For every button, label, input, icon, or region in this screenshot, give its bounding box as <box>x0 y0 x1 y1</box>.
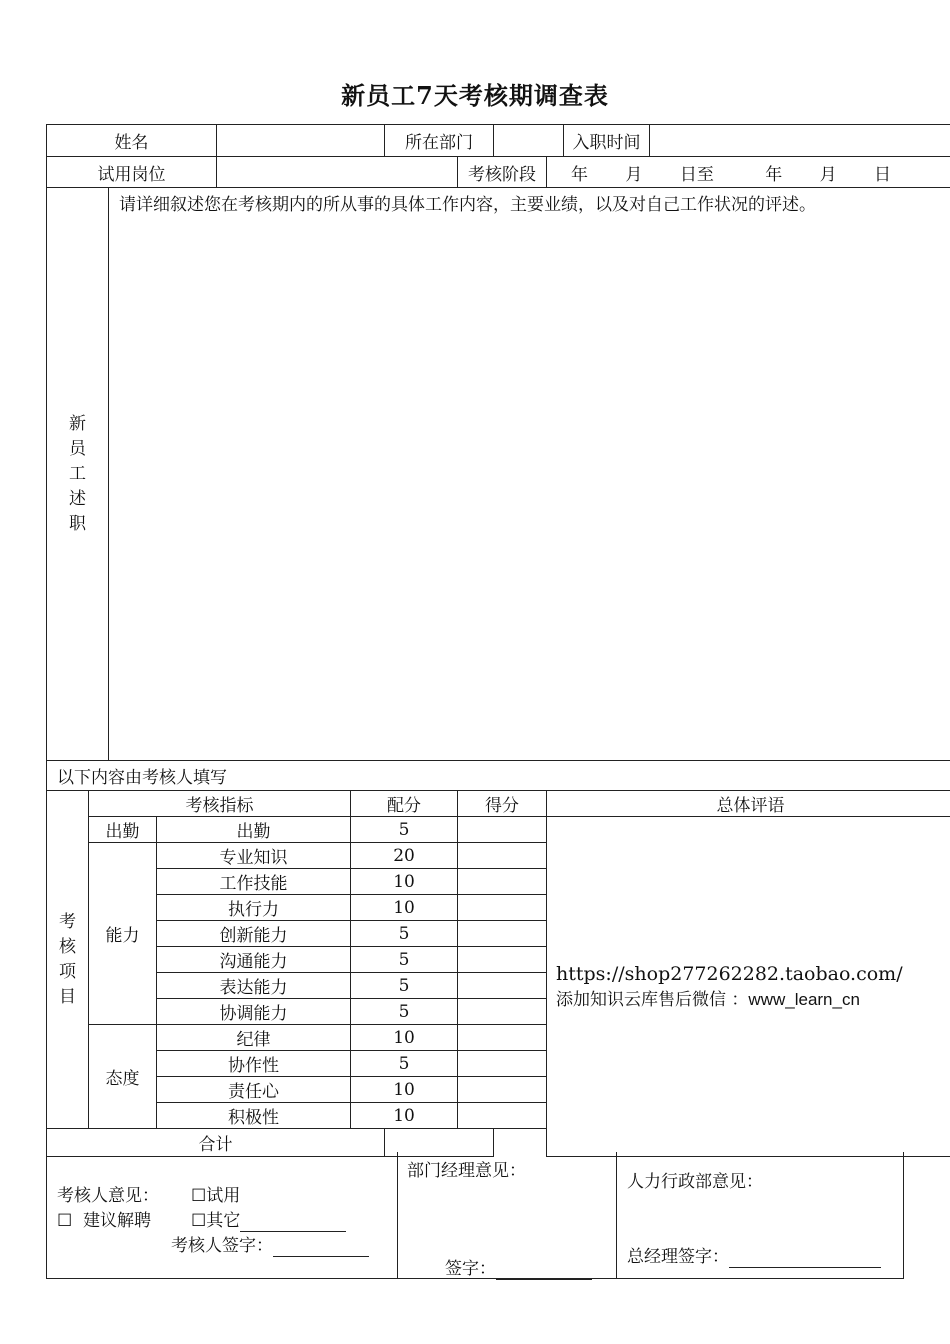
item-score-cell[interactable] <box>458 999 547 1025</box>
item-name: 工作技能 <box>157 869 351 895</box>
item-name: 沟通能力 <box>157 947 351 973</box>
group-ability: 能力 <box>89 843 157 1025</box>
item-score-cell[interactable] <box>458 1077 547 1103</box>
stage-year-start: 年 <box>571 164 589 185</box>
item-points: 5 <box>351 921 458 947</box>
reviewer-signature-label: 考核人签字： <box>171 1236 273 1256</box>
dept-manager-opinion-cell[interactable] <box>397 1152 617 1278</box>
dismiss-checkbox-icon[interactable]: ☐ <box>57 1211 73 1231</box>
item-name: 创新能力 <box>157 921 351 947</box>
item-score-cell[interactable] <box>458 843 547 869</box>
item-score-cell[interactable] <box>458 947 547 973</box>
item-points: 20 <box>351 843 458 869</box>
evaluation-label: 考核项目 <box>59 911 76 1007</box>
survey-form-table <box>46 124 950 1157</box>
stage-day-start: 日至 <box>679 164 714 185</box>
form-title: 新员工7天考核期调查表 <box>341 81 609 110</box>
dept-manager-label: 部门经理意见： <box>407 1161 526 1181</box>
dept-manager-signature[interactable] <box>445 1254 592 1280</box>
item-score-cell[interactable] <box>458 1051 547 1077</box>
item-points: 5 <box>351 999 458 1025</box>
item-name: 执行力 <box>157 895 351 921</box>
item-points: 5 <box>351 1051 458 1077</box>
department-label: 所在部门 <box>385 125 494 157</box>
opinions-section <box>46 1152 904 1279</box>
stage-year-end: 年 <box>765 164 783 185</box>
statement-label-cell <box>47 188 109 761</box>
entry-date-label: 入职时间 <box>564 125 650 157</box>
name-label: 姓名 <box>47 125 217 157</box>
evaluation-label-cell <box>47 791 89 1129</box>
item-score-cell[interactable] <box>458 921 547 947</box>
dept-manager-signature-line[interactable] <box>496 1259 592 1280</box>
item-points: 10 <box>351 1077 458 1103</box>
item-name: 协作性 <box>157 1051 351 1077</box>
stage-label: 考核阶段 <box>458 157 547 188</box>
hr-opinion-label: 人力行政部意见： <box>627 1172 763 1192</box>
item-points: 5 <box>351 973 458 999</box>
item-score-cell[interactable] <box>458 1025 547 1051</box>
item-score-cell[interactable] <box>458 817 547 843</box>
statement-content-cell[interactable] <box>109 188 950 761</box>
group-attitude: 态度 <box>89 1025 157 1129</box>
reviewer-signature-line[interactable] <box>273 1236 369 1257</box>
reviewer-note: 以下内容由考核人填写 <box>47 761 950 791</box>
option-other[interactable] <box>191 1206 346 1232</box>
department-value-cell[interactable] <box>494 125 564 157</box>
hr-opinion-cell[interactable] <box>617 1152 904 1278</box>
overall-comment-cell[interactable] <box>547 817 950 1157</box>
item-name: 责任心 <box>157 1077 351 1103</box>
name-value-cell[interactable] <box>217 125 385 157</box>
item-score-cell[interactable] <box>458 1103 547 1129</box>
other-checkbox-icon[interactable]: ☐ <box>191 1211 207 1231</box>
item-score-cell[interactable] <box>458 895 547 921</box>
item-name: 积极性 <box>157 1103 351 1129</box>
gm-signature[interactable] <box>627 1242 881 1268</box>
group-attendance: 出勤 <box>89 817 157 843</box>
item-points: 10 <box>351 895 458 921</box>
option-dismiss[interactable] <box>57 1206 151 1231</box>
reviewer-opinion-cell[interactable] <box>47 1152 398 1278</box>
item-score-cell[interactable] <box>458 869 547 895</box>
dept-manager-signature-label: 签字： <box>445 1259 496 1279</box>
position-value-cell[interactable] <box>217 157 458 188</box>
stage-value-cell[interactable] <box>547 157 950 188</box>
position-label: 试用岗位 <box>47 157 217 188</box>
trial-checkbox-icon[interactable]: ☐ <box>191 1186 207 1206</box>
item-score-cell[interactable] <box>458 973 547 999</box>
col-overall-comment: 总体评语 <box>547 791 950 817</box>
option-trial-label: 试用 <box>206 1186 241 1206</box>
comment-wechat-prefix: 添加知识云库售后微信 ： <box>556 990 749 1010</box>
item-name: 纪律 <box>157 1025 351 1051</box>
item-name: 表达能力 <box>157 973 351 999</box>
statement-instruction: 请详细叙述您在考核期内的所从事的具体工作内容，主要业绩，以及对自己工作状况的评述。 <box>119 195 816 215</box>
item-name: 协调能力 <box>157 999 351 1025</box>
col-points: 配分 <box>351 791 458 817</box>
total-label: 合计 <box>47 1129 385 1157</box>
statement-label: 新员工述职 <box>69 413 86 534</box>
gm-signature-label: 总经理签字： <box>627 1247 729 1267</box>
option-trial[interactable] <box>191 1181 240 1206</box>
item-points: 10 <box>351 1025 458 1051</box>
comment-url: https://shop277262282.taobao.com/ <box>556 963 903 985</box>
item-name: 专业知识 <box>157 843 351 869</box>
other-blank-line[interactable] <box>240 1211 346 1232</box>
stage-day-end: 日 <box>874 164 892 185</box>
col-indicator: 考核指标 <box>89 791 351 817</box>
item-points: 10 <box>351 869 458 895</box>
item-points: 5 <box>351 947 458 973</box>
reviewer-opinion-label: 考核人意见： <box>57 1186 159 1206</box>
option-other-label: 其它 <box>206 1211 241 1231</box>
stage-month-start: 月 <box>625 164 643 185</box>
comment-wechat-id: www_learn_cn <box>748 990 860 1009</box>
item-points: 10 <box>351 1103 458 1129</box>
item-name: 出勤 <box>157 817 351 843</box>
gm-signature-line[interactable] <box>729 1247 881 1268</box>
stage-month-end: 月 <box>819 164 837 185</box>
col-score: 得分 <box>458 791 547 817</box>
comment-wechat <box>556 985 950 1010</box>
entry-date-value-cell[interactable] <box>650 125 950 157</box>
option-dismiss-label: 建议解聘 <box>83 1211 152 1231</box>
reviewer-signature[interactable] <box>171 1231 369 1257</box>
item-points: 5 <box>351 817 458 843</box>
